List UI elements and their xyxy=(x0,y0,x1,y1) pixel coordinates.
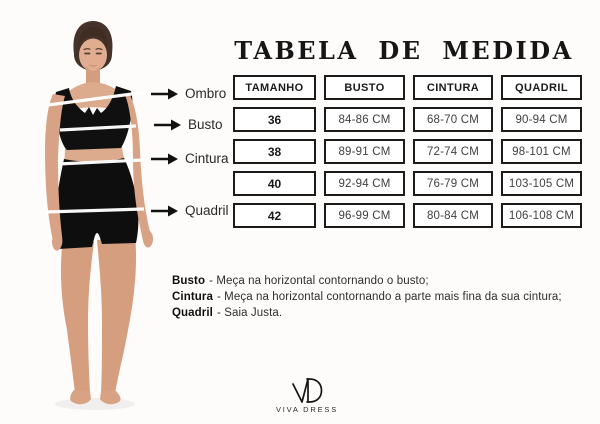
pointer-cintura xyxy=(151,151,229,166)
floor-shadow xyxy=(55,398,135,410)
value-cell: 89-91 CM xyxy=(324,139,405,164)
size-cell: 40 xyxy=(233,171,316,196)
pointer-busto xyxy=(154,117,223,132)
right-arrow-icon xyxy=(151,152,178,166)
pointer-label-ombro: Ombro xyxy=(185,86,227,101)
note-busto xyxy=(172,273,597,289)
pointer-label-quadril: Quadril xyxy=(185,203,229,218)
page-title: TABELA DE MEDIDA xyxy=(234,36,574,65)
pointer-label-busto: Busto xyxy=(188,117,223,132)
measuring-notes xyxy=(172,273,597,321)
right-arrow-icon xyxy=(151,87,178,101)
column-header-busto: BUSTO xyxy=(324,75,405,100)
value-cell: 90-94 CM xyxy=(501,107,582,132)
size-cell: 36 xyxy=(233,107,316,132)
size-table xyxy=(233,75,582,228)
column-header-tamanho: TAMANHO xyxy=(233,75,316,100)
size-cell: 38 xyxy=(233,139,316,164)
value-cell: 80-84 CM xyxy=(413,203,493,228)
note-term: Cintura xyxy=(172,291,213,303)
model-leg-left xyxy=(61,238,94,393)
value-cell: 92-94 CM xyxy=(324,171,405,196)
pointer-ombro xyxy=(151,86,226,101)
note-text: - Meça na horizontal contornando o busto; xyxy=(209,275,429,287)
pointer-label-cintura: Cintura xyxy=(185,151,229,166)
note-cintura xyxy=(172,289,597,305)
note-term: Quadril xyxy=(172,307,213,319)
value-cell: 84-86 CM xyxy=(324,107,405,132)
model-hand-right xyxy=(143,231,153,248)
column-header-cintura: CINTURA xyxy=(413,75,493,100)
value-cell: 103-105 CM xyxy=(501,171,582,196)
value-cell: 98-101 CM xyxy=(501,139,582,164)
vd-monogram-icon xyxy=(289,377,325,404)
note-text: - Saia Justa. xyxy=(216,307,283,319)
model-hand-left xyxy=(52,234,62,251)
value-cell: 68-70 CM xyxy=(413,107,493,132)
model-shorts xyxy=(56,158,139,249)
model-figure xyxy=(0,0,165,424)
pointer-quadril xyxy=(151,203,229,218)
right-arrow-icon xyxy=(154,118,181,132)
value-cell: 106-108 CM xyxy=(501,203,582,228)
column-header-quadril: QUADRIL xyxy=(501,75,582,100)
value-cell: 72-74 CM xyxy=(413,139,493,164)
brand-logo xyxy=(267,377,347,414)
model-leg-right xyxy=(97,236,136,393)
right-arrow-icon xyxy=(151,204,178,218)
size-cell: 42 xyxy=(233,203,316,228)
brand-name: VIVA DRESS xyxy=(275,405,339,414)
note-text: - Meça na horizontal contornando a parte mais fina da sua cintura; xyxy=(216,291,562,303)
value-cell: 96-99 CM xyxy=(324,203,405,228)
note-quadril xyxy=(172,305,597,321)
note-term: Busto xyxy=(172,275,206,287)
value-cell: 76-79 CM xyxy=(413,171,493,196)
